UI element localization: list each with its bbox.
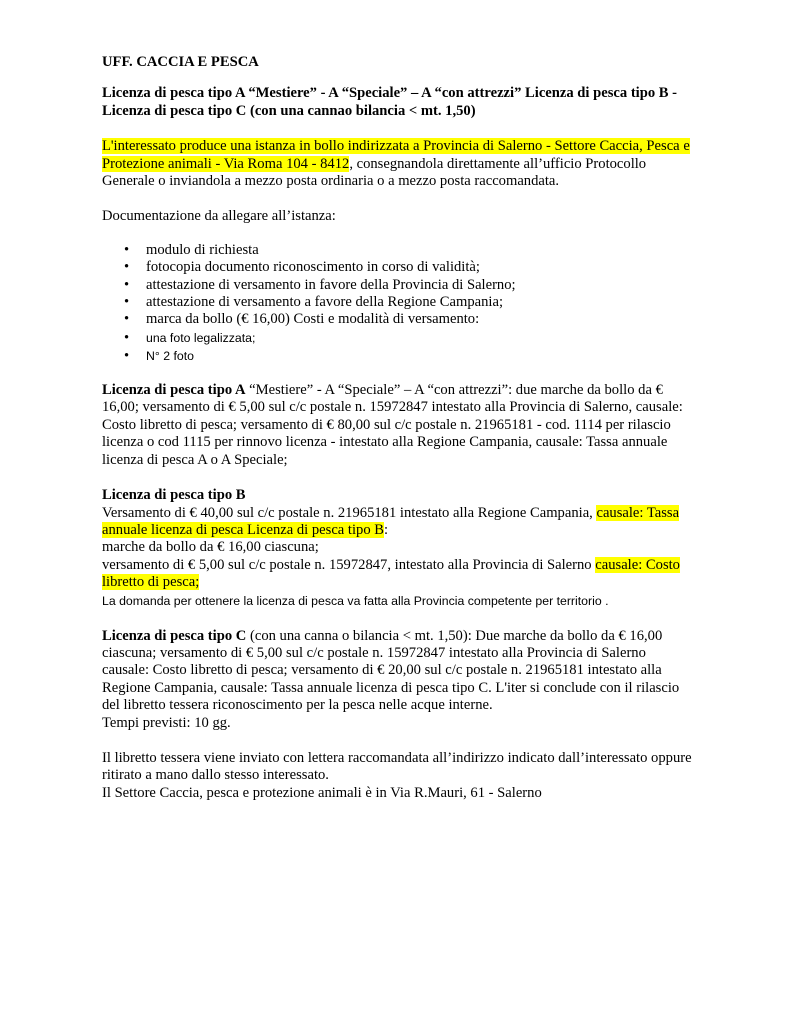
docs-heading: Documentazione da allegare all’istanza: — [102, 208, 336, 225]
document-body — [102, 54, 692, 802]
list-item: • N° 2 foto — [124, 348, 194, 365]
tipo-b-section — [102, 487, 692, 609]
tipo-b-line1: Versamento di € 40,00 sul c/c postale n. 21965181 intestato alla Regione Campania, causale: Tassa annuale licenza di pesca Licenza di pesca tipo B: — [102, 504, 680, 538]
list-item: • modulo di richiesta — [124, 241, 259, 258]
tipo-b-note: La domanda per ottenere la licenza di pesca va fatta alla Provincia competente per territorio . — [102, 593, 609, 608]
bullet-icon: • — [124, 241, 130, 258]
bullet-icon: • — [124, 348, 130, 365]
document-subtitle: Licenza di pesca tipo A “Mestiere” - A “Speciale” – A “con attrezzi” Licenza di pesca tipo B - Licenza di pesca tipo C (con una cannao bilancia < mt. 1,50) — [102, 85, 678, 119]
bullet-icon: • — [124, 276, 130, 293]
tipo-c-section — [102, 628, 692, 732]
tipo-b-line3: versamento di € 5,00 sul c/c postale n. 15972847, intestato alla Provincia di Salerno causale: Costo libretto di pesca; — [102, 556, 680, 591]
tipo-b-highlight-2: causale: Costo libretto di pesca; — [102, 556, 680, 591]
intro-paragraph — [102, 138, 692, 190]
tipo-a-label: Licenza di pesca tipo A — [102, 382, 246, 399]
tipo-c-label: Licenza di pesca tipo C — [102, 627, 247, 644]
intro-highlight: L'interessato produce una istanza in bollo indirizzata a Provincia di Salerno - Settore Caccia, Pesca e Protezione animali - Via Roma 104 - 8412 — [102, 138, 690, 172]
list-item: • fotocopia documento riconoscimento in corso di validità; — [124, 259, 480, 276]
closing-line-2: Il Settore Caccia, pesca e protezione animali è in Via R.Mauri, 61 - Salerno — [102, 784, 542, 801]
bullet-icon: • — [124, 311, 130, 328]
closing-line-1: Il libretto tessera viene inviato con lettera raccomandata all’indirizzo indicato dall’interessato oppure ritirato a mano dallo stesso interessato. — [102, 749, 692, 784]
list-item: • attestazione di versamento in favore della Provincia di Salerno; — [124, 276, 516, 293]
bullet-icon: • — [124, 259, 130, 276]
tipo-c-text: (con una canna o bilancia < mt. 1,50): Due marche da bollo da € 16,00 ciascuna; versamento di € 5,00 sul c/c postale n. 15972847 intestato alla Provincia di Salerno causale: Costo libretto di pesca; versamento di € 20,00 sul c/c postale n. 21965181 intestato alla Regione Campania, causale: Tassa annuale licenza di pesca tipo C. L'iter si conclude con il rilascio del libretto tessera riconoscimento per la pesca nelle acque interne. — [102, 627, 680, 714]
tipo-c-paragraph — [102, 628, 692, 715]
intro-rest: , consegnandola direttamente all’ufficio Protocollo Generale o inviandola a mezzo posta ordinaria o a mezzo posta raccomandata. — [102, 155, 647, 190]
list-item: • marca da bollo (€ 16,00) Costi e modalità di versamento: — [124, 311, 480, 328]
list-item: • una foto legalizzata; — [124, 329, 256, 346]
tipo-b-line2: marche da bollo da € 16,00 ciascuna; — [102, 539, 319, 556]
tempi-previsti: Tempi previsti: 10 gg. — [102, 714, 231, 731]
tipo-a-text: “Mestiere” - A “Speciale” – A “con attrezzi”: due marche da bollo da € 16,00; versamento di € 5,00 sul c/c postale n. 15972847 intestato alla Provincia di Salerno, causale: Costo libretto di pesca; versamento di € 80,00 sul c/c postale n. 21965181 - cod. 1114 per rilascio licenza o cod 1115 per rinnovo licenza - intestato alla Regione Campania, causale: Tassa annuale licenza di pesca A o A Speciale; — [102, 382, 683, 468]
office-title: UFF. CACCIA E PESCA — [102, 54, 259, 70]
docs-list — [102, 242, 692, 366]
list-item: • attestazione di versamento a favore della Regione Campania; — [124, 294, 503, 311]
tipo-b-label: Licenza di pesca tipo B — [102, 487, 246, 504]
bullet-icon: • — [124, 329, 130, 346]
bullet-icon: • — [124, 294, 130, 311]
tipo-b-highlight: causale: Tassa annuale licenza di pesca Licenza di pesca tipo B — [102, 504, 680, 538]
tipo-a-paragraph — [102, 382, 692, 469]
